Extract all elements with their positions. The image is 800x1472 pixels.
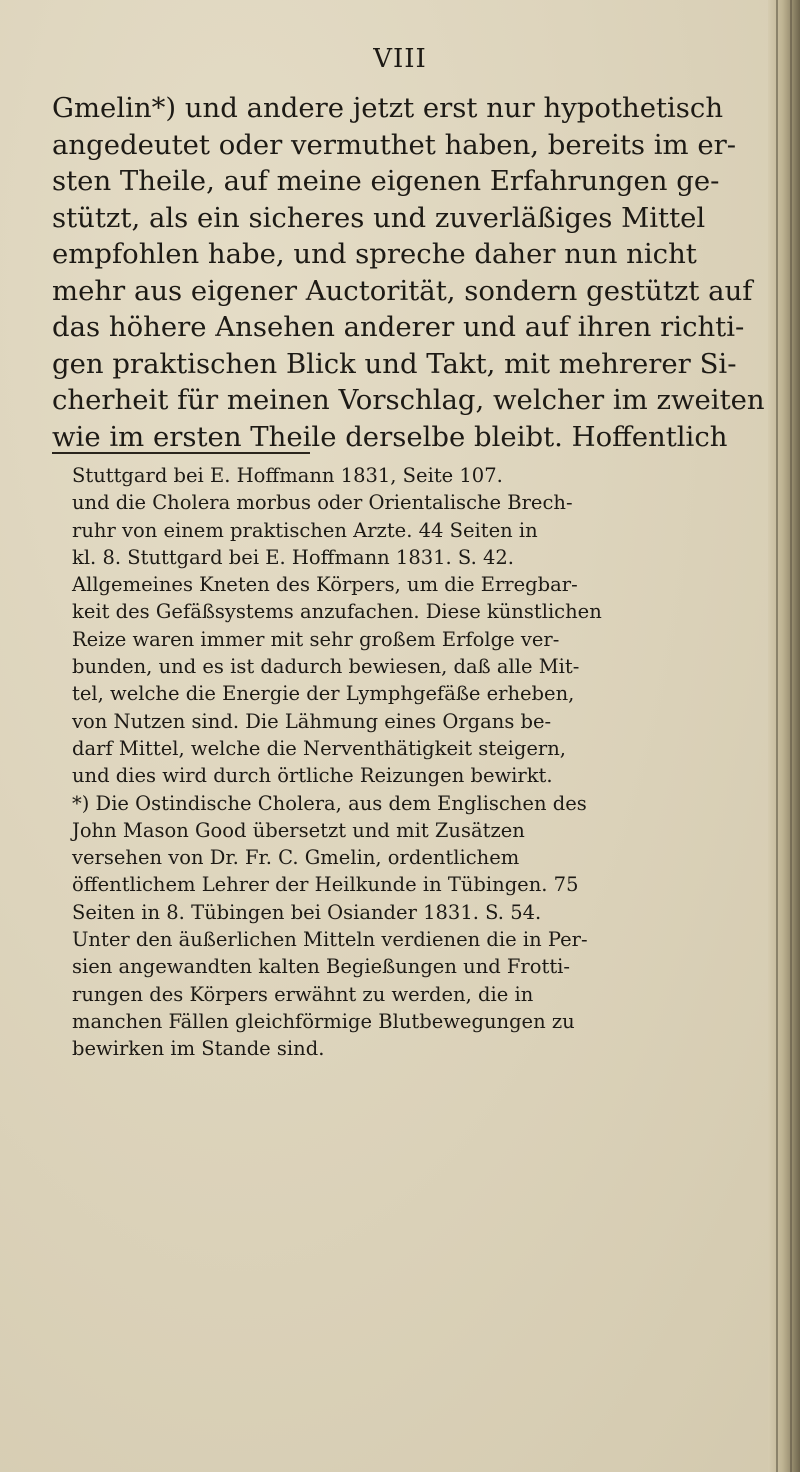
main-text-line: stützt, als ein sicheres und zuverläßiges Mittel xyxy=(52,201,706,234)
footnote-line: kl. 8. Stuttgard bei E. Hoffmann 1831. S. 42. xyxy=(72,545,515,569)
main-text-line: cherheit für meinen Vorschlag, welcher im zweiten xyxy=(52,384,765,416)
main-text-line: empfohlen habe, und spreche daher nun nicht xyxy=(52,238,697,270)
footnote-line: und die Cholera morbus oder Orientalische Brech- xyxy=(72,491,573,515)
footnote-line: keit des Gefäßsystems anzufachen. Diese künstlichen xyxy=(72,600,602,624)
spine-shadow-line xyxy=(790,0,792,1472)
book-spine-edge xyxy=(768,0,800,1472)
footnote-line: Stuttgard bei E. Hoffmann 1831, Seite 107. xyxy=(72,464,503,487)
main-text-line: mehr aus eigener Auctorität, sondern gestützt auf xyxy=(52,274,753,307)
footnote-line: von Nutzen sind. Die Lähmung eines Organs be- xyxy=(72,709,552,733)
footnote-line: manchen Fällen gleichförmige Blutbewegungen zu xyxy=(72,1009,575,1033)
footnote-line: sien angewandten kalten Begießungen und Frotti- xyxy=(72,955,570,979)
main-text-line: sten Theile, auf meine eigenen Erfahrungen ge- xyxy=(52,165,720,197)
footnote-separator-rule xyxy=(52,452,310,454)
main-text-line: angedeutet oder vermuthet haben, bereits im er- xyxy=(52,128,737,161)
footnote-line: darf Mittel, welche die Nerventhätigkeit steigern, xyxy=(72,736,567,760)
footnote-line: versehen von Dr. Fr. C. Gmelin, ordentlichem xyxy=(72,846,520,870)
footnote-line: ruhr von einem praktischen Arzte. 44 Seiten in xyxy=(72,518,538,542)
spine-shadow-line xyxy=(776,0,778,1472)
page-number: VIII xyxy=(373,44,427,74)
footnote-line: Reize waren immer mit sehr großem Erfolge ver- xyxy=(72,627,560,651)
footnote-line: Seiten in 8. Tübingen bei Osiander 1831. S. 54. xyxy=(72,900,542,924)
footnote-line: *) Die Ostindische Cholera, aus dem Englischen des xyxy=(72,791,587,815)
footnote-line: tel, welche die Energie der Lymphgefäße erheben, xyxy=(72,682,575,706)
footnotes-block xyxy=(72,462,762,1063)
main-text-line: Gmelin*) und andere jetzt erst nur hypothetisch xyxy=(52,92,724,124)
footnote-line: öffentlichem Lehrer der Heilkunde in Tübingen. 75 xyxy=(72,873,579,897)
footnote-line: rungen des Körpers erwähnt zu werden, die in xyxy=(72,982,534,1006)
footnote-line: bewirken im Stande sind. xyxy=(72,1037,325,1061)
main-text-line: wie im ersten Theile derselbe bleibt. Hoffentlich xyxy=(52,420,728,453)
main-text-block xyxy=(52,90,770,455)
footnote-line: Allgemeines Kneten des Körpers, um die Erregbar- xyxy=(72,573,578,597)
footnote-line: Unter den äußerlichen Mitteln verdienen die in Per- xyxy=(72,928,588,952)
main-text-line: gen praktischen Blick und Takt, mit mehrerer Si- xyxy=(52,347,737,380)
footnote-line: und dies wird durch örtliche Reizungen bewirkt. xyxy=(72,764,553,788)
footnote-line: John Mason Good übersetzt und mit Zusätzen xyxy=(72,818,525,842)
main-text-line: das höhere Ansehen anderer und auf ihren richti- xyxy=(52,311,745,343)
footnote-line: bunden, und es ist dadurch bewiesen, daß alle Mit- xyxy=(72,655,580,679)
